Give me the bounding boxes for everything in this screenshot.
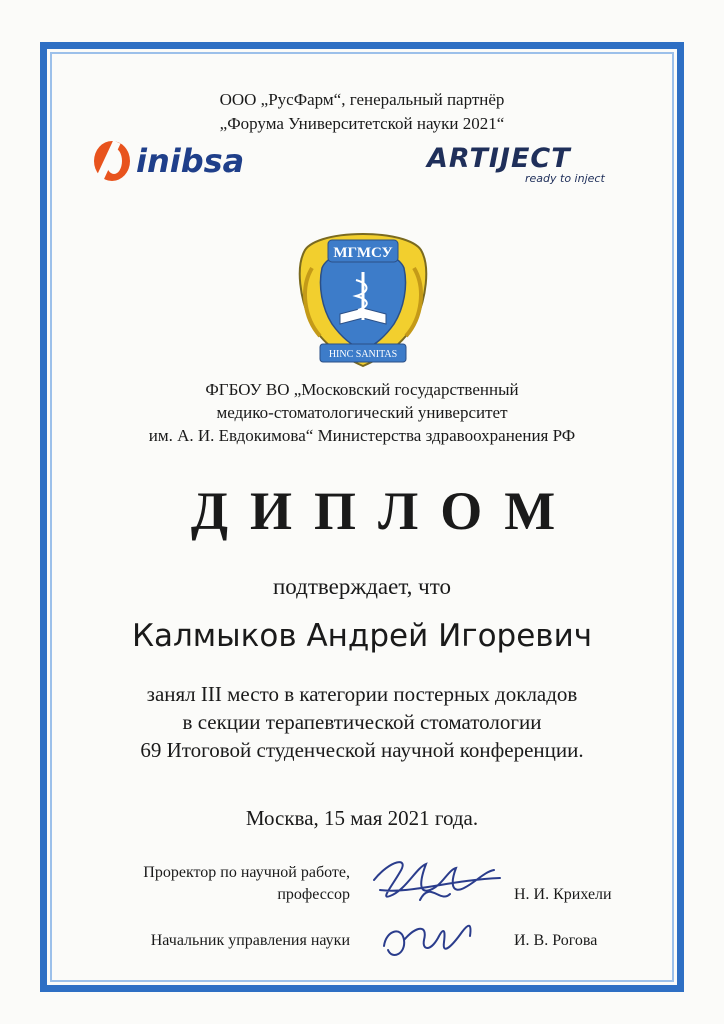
- award-line: в секции терапевтической стоматологии: [182, 710, 542, 734]
- artiject-wordmark: ARTIJECT: [427, 143, 571, 174]
- signatory-1-position: [143, 862, 350, 906]
- signatory-position-line: Проректор по научной работе,: [143, 864, 350, 881]
- inibsa-logo-icon: [94, 140, 130, 181]
- inibsa-logo: [90, 136, 260, 186]
- signature-2-icon: [372, 916, 482, 964]
- award-text: [0, 680, 724, 764]
- signatory-position-line: Начальник управления науки: [150, 932, 350, 949]
- signatory-position-line: профессор: [277, 886, 350, 903]
- signatory-2-name: И. В. Рогова: [514, 932, 598, 949]
- artiject-logo: [425, 140, 630, 188]
- university-crest-icon: [290, 228, 436, 372]
- award-line: 69 Итоговой студенческой научной конференции.: [140, 738, 584, 762]
- sponsor-line: ООО „РусФарм“, генеральный партнёр: [219, 90, 505, 109]
- crest-top-text: МГМСУ: [333, 245, 393, 261]
- sponsor-line: „Форума Университетской науки 2021“: [219, 114, 505, 133]
- recipient-name: Калмыков Андрей Игоревич: [131, 618, 593, 654]
- confirm-text: подтверждает, что: [273, 574, 451, 599]
- diploma-title: ДИПЛОМ: [190, 481, 578, 541]
- university-name: [0, 378, 724, 447]
- inibsa-wordmark: inibsa: [136, 142, 245, 180]
- crest-motto: HINC SANITAS: [328, 349, 398, 360]
- university-line: ФГБОУ ВО „Московский государственный: [205, 380, 519, 399]
- sponsor-text: [0, 88, 724, 136]
- university-line: медико-стоматологический университет: [216, 403, 508, 422]
- artiject-tagline: ready to inject: [525, 172, 605, 185]
- signature-1-icon: [360, 850, 510, 912]
- university-line: им. А. И. Евдокимова“ Министерства здравоохранения РФ: [148, 426, 576, 445]
- award-line: занял III место в категории постерных докладов: [146, 682, 578, 706]
- signatory-2-position: [151, 930, 350, 952]
- place-date: Москва, 15 мая 2021 года.: [245, 806, 479, 830]
- signatory-1-name: Н. И. Крихели: [514, 886, 612, 903]
